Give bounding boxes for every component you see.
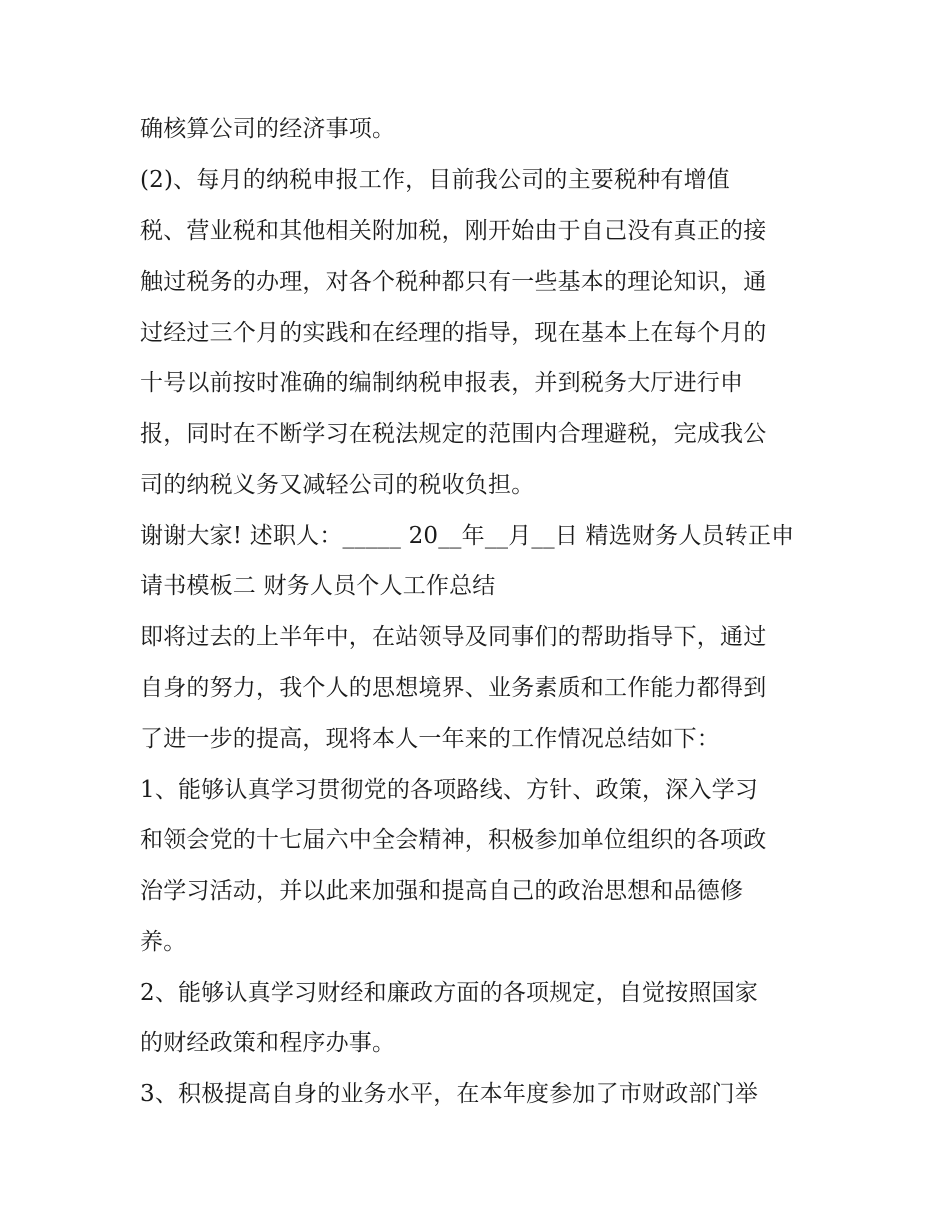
text-line: 请书模板二 财务人员个人工作总结: [140, 573, 496, 599]
text-line: 即将过去的上半年中，在站领导及同事们的帮助指导下，通过: [140, 624, 767, 650]
text-line: 治学习活动，并以此来加强和提高自己的政治思想和品德修: [140, 878, 744, 904]
text-line: 2、能够认真学习财经和廉政方面的各项规定，自觉按照国家: [140, 980, 759, 1006]
text-line: 司的纳税义务又减轻公司的税收负担。: [140, 472, 535, 498]
text-line: 的财经政策和程序办事。: [140, 1030, 396, 1056]
text-line: 和领会党的十七届六中全会精神，积极参加单位组织的各项政: [140, 827, 767, 853]
text-line: 了进一步的提高，现将本人一年来的工作情况总结如下：: [140, 726, 720, 752]
text-line: 税、营业税和其他相关附加税，刚开始由于自己没有真正的接: [140, 218, 767, 244]
text-line: 谢谢大家! 述职人：_____ 20__年__月__日 精选财务人员转正申: [140, 523, 795, 549]
text-line: 触过税务的办理，对各个税种都只有一些基本的理论知识，通: [140, 269, 767, 295]
text-line: 确核算公司的经济事项。: [140, 116, 396, 142]
text-line: (2)、每月的纳税申报工作，目前我公司的主要税种有增值: [140, 167, 730, 193]
text-line: 3、积极提高自身的业务水平，在本年度参加了市财政部门举: [140, 1081, 759, 1107]
text-line: 养。: [140, 929, 187, 955]
text-line: 过经过三个月的实践和在经理的指导，现在基本上在每个月的: [140, 320, 767, 346]
text-line: 1、能够认真学习贯彻党的各项路线、方针、政策，深入学习: [140, 777, 759, 803]
text-line: 报，同时在不断学习在税法规定的范围内合理避税，完成我公: [140, 421, 767, 447]
text-line: 自身的努力，我个人的思想境界、业务素质和工作能力都得到: [140, 675, 767, 701]
text-line: 十号以前按时准确的编制纳税申报表，并到税务大厅进行申: [140, 370, 744, 396]
